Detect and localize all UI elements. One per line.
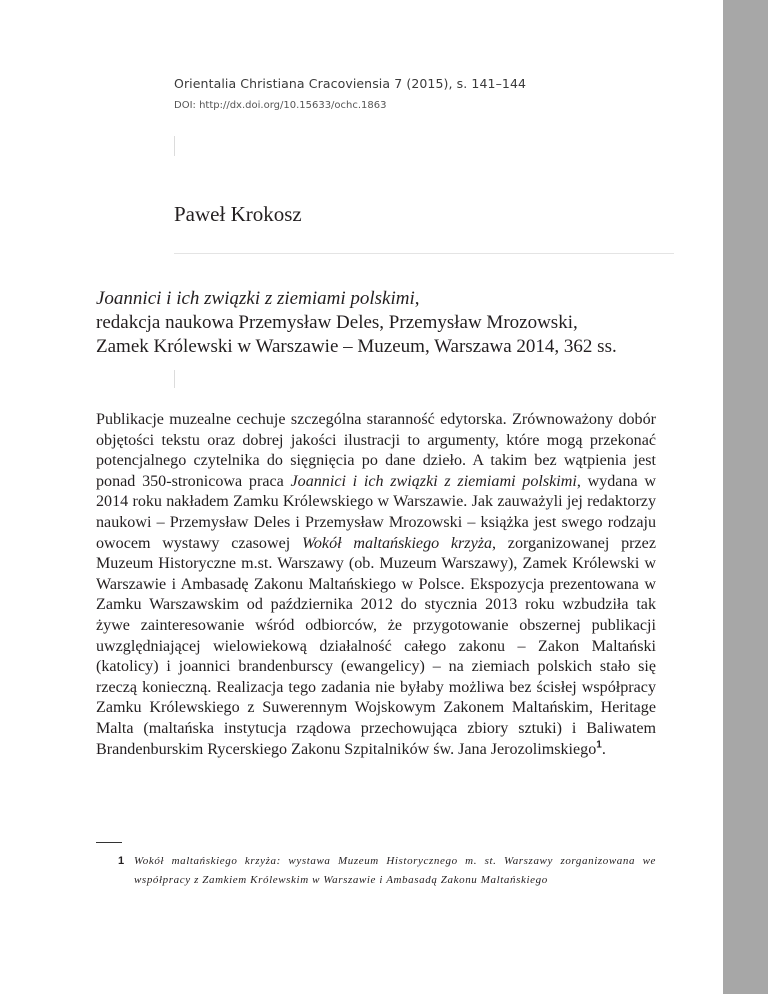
title-line-3: Zamek Królewski w Warszawie – Muzeum, Warszawa 2014, 362 ss. [96, 336, 617, 357]
book-title: Joannici i ich związki z ziemiami polskimi [96, 288, 415, 309]
body-exhibit-title: Wokół maltańskiego krzyża [301, 534, 493, 552]
title-punct: , [414, 288, 420, 309]
footnote [96, 852, 656, 890]
footnote-number: 1 [118, 855, 125, 867]
author-name: Paweł Krokosz [174, 202, 302, 226]
doi-link[interactable]: DOI: http://dx.doi.org/10.15633/ochc.1863 [174, 100, 387, 111]
journal-citation: Orientalia Christiana Cracoviensia 7 (2015), s. 141–144 [174, 76, 527, 91]
body-text: Publikacje muzealne cechuje szczególna staranność edytorska. Zrównoważony dobór objętości tekstu oraz dobrej jakości ilustracji to argumenty, które mogą przekonać potencjalnego czytelnika do sięgnięcia po dane dzieło. A takim bez wątpienia jest ponad 350-stronicowa praca [96, 411, 656, 490]
header-divider [174, 253, 674, 254]
footnote-text: Wokół maltańskiego krzyża: wystawa Muzeum Historycznego m. st. Warszawy zorganizowana we współpracy z Zamkiem Królewskim w Warszawie i Ambasadą Zakonu Maltańskiego [134, 855, 656, 886]
body-book-title: Joannici i ich związki z ziemiami polskimi [290, 472, 577, 490]
footnote-ref[interactable]: 1 [596, 739, 602, 751]
body-text: , wydana w 2014 roku nakładem Zamku Królewskiego w Warszawie. Jak zauważyli jej redaktorzy naukowi – Przemysław Deles i Przemysław Mrozowski – książka jest swego rodzaju owocem wystawy czasowej [96, 472, 657, 552]
divider-tick [174, 370, 175, 388]
page-edge-bar [723, 0, 768, 994]
body-text: . [601, 740, 606, 758]
title-line-2: redakcja naukowa Przemysław Deles, Przemysław Mrozowski, [96, 312, 578, 333]
divider-tick [174, 136, 175, 156]
footnote-divider [96, 842, 122, 843]
title-line-1 [96, 287, 617, 311]
review-title [96, 287, 617, 359]
body-text: , zorganizowanej przez Muzeum Historyczne m.st. Warszawy (ob. Muzeum Warszawy), Zamek Królewski w Warszawie i Ambasadę Zakonu Maltańskiego w Polsce. Ekspozycja prezentowana w Zamku Warszawskim od października 2012 do stycznia 2013 roku wzbudziła tak żywe zainteresowanie wśród odbiorców, że przygotowanie obszernej publikacji uwzględniającej wielowiekową działalność całego zakonu – Zakon Maltański (katolicy) i joannici brandenburscy (ewangelicy) – na ziemiach polskich stało się rzeczą konieczną. Realizacja tego zadania nie byłaby możliwa bez ścisłej współpracy Zamku Królewskiego z Suwerennym Wojskowym Zakonem Maltańskim, Heritage Malta (maltańska instytucja rządowa przechowująca zbiory sztuki) i Baliwatem Brandenburskim Rycerskiego Zakonu Szpitalników św. Jana Jerozolimskiego [96, 534, 656, 758]
body-paragraph [96, 410, 656, 760]
